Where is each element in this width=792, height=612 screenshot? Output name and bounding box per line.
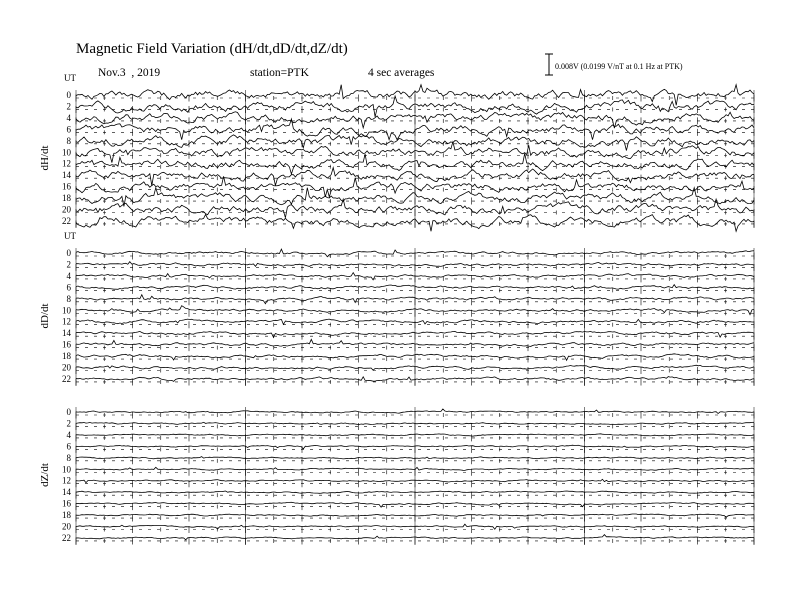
- row-label: 14: [62, 328, 71, 339]
- row-label: 2: [66, 101, 71, 112]
- row-label: 20: [62, 521, 71, 532]
- row-label: 12: [62, 475, 71, 486]
- row-label: 18: [62, 351, 71, 362]
- row-label: 12: [62, 316, 71, 327]
- row-label: 16: [62, 498, 71, 509]
- date-label: Nov.3 , 2019: [98, 67, 161, 79]
- ut-axis-label: UT: [64, 231, 76, 241]
- ut-axis-label: UT: [64, 73, 76, 83]
- row-label: 2: [66, 259, 71, 270]
- row-label: 6: [66, 441, 71, 452]
- panel-ylabel: dD/dt: [39, 303, 51, 329]
- row-label: 14: [62, 170, 71, 181]
- panel-ylabel: dZ/dt: [39, 463, 51, 487]
- row-label: 4: [66, 112, 71, 123]
- row-label: 6: [66, 282, 71, 293]
- row-label: 0: [66, 90, 71, 100]
- averaging-label: 4 sec averages: [368, 67, 435, 79]
- figure-title: Magnetic Field Variation (dH/dt,dD/dt,dZ/dt): [76, 41, 348, 57]
- row-label: 10: [62, 147, 71, 158]
- row-label: 12: [62, 158, 71, 169]
- row-label: 6: [66, 124, 71, 135]
- row-label: 0: [66, 248, 71, 258]
- row-label: 18: [62, 510, 71, 521]
- scale-bar-label: 0.008V (0.0199 V/nT at 0.1 Hz at PTK): [555, 62, 683, 71]
- row-label: 10: [62, 305, 71, 316]
- row-label: 20: [62, 362, 71, 373]
- row-label: 18: [62, 193, 71, 204]
- row-label: 2: [66, 418, 71, 429]
- row-label: 10: [62, 464, 71, 475]
- row-label: 22: [62, 532, 71, 543]
- row-label: 22: [62, 373, 71, 384]
- row-label: 22: [62, 215, 71, 226]
- row-label: 14: [62, 487, 71, 498]
- row-label: 4: [66, 429, 71, 440]
- panel-ylabel: dH/dt: [39, 145, 51, 171]
- row-label: 20: [62, 204, 71, 215]
- row-label: 4: [66, 270, 71, 281]
- row-label: 8: [66, 452, 71, 463]
- row-label: 0: [66, 407, 71, 417]
- row-label: 16: [62, 181, 71, 192]
- row-label: 16: [62, 339, 71, 350]
- row-label: 8: [66, 135, 71, 146]
- station-label: station=PTK: [250, 67, 309, 79]
- row-label: 8: [66, 293, 71, 304]
